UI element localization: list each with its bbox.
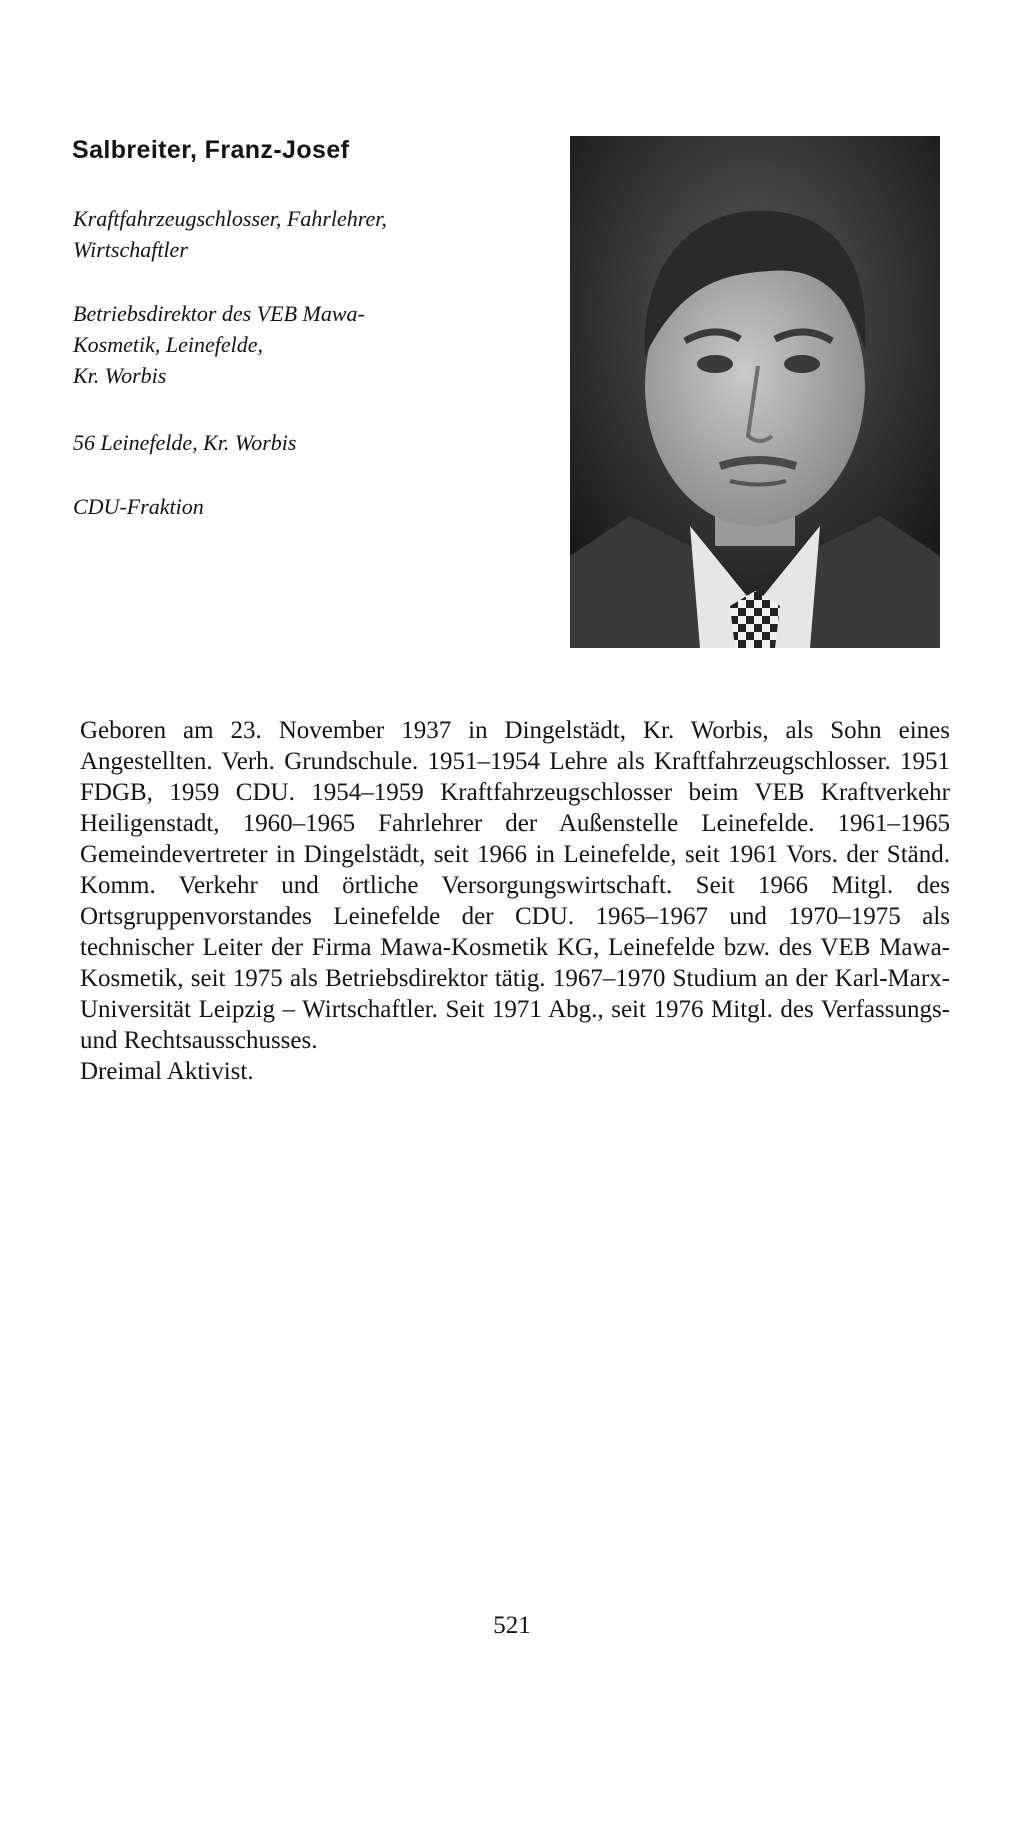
address: 56 Leinefelde, Kr. Worbis — [73, 430, 297, 455]
biography — [80, 715, 950, 1087]
portrait-photo — [570, 136, 940, 648]
page-number: 521 — [493, 1612, 531, 1639]
portrait-photo-icon — [570, 136, 940, 648]
occupation — [73, 203, 387, 265]
position — [73, 298, 365, 391]
occupation-line: Kraftfahrzeugschlosser, Fahrlehrer, — [73, 206, 387, 231]
position-line: Kosmetik, Leinefelde, — [73, 332, 264, 357]
faction: CDU-Fraktion — [73, 494, 204, 519]
occupation-line: Wirtschaftler — [73, 237, 188, 262]
biography-final: Dreimal Aktivist. — [80, 1058, 254, 1085]
biography-text: Geboren am 23. November 1937 in Dingelstädt, Kr. Worbis, als Sohn eines Angestellten. Verh. Grundschule. 1951–1954 Lehre als Kraftfahrzeugschlosser. 1951 FDGB, 1959 CDU. 1954–1959 Kraftfahrzeugschlosser beim VEB Kraftverkehr Heiligenstadt, 1960–1965 Fahrlehrer der Außenstelle Leinefelde. 1961–1965 Gemeindevertreter in Dingelstädt, seit 1966 in Leinefelde, seit 1961 Vors. der Ständ. Komm. Verkehr und örtliche Versorgungswirtschaft. Seit 1966 Mitgl. des Ortsgruppenvorstandes Leinefelde der CDU. 1965–1967 und 1970–1975 als technischer Leiter der Firma Mawa-Kosmetik KG, Leinefelde bzw. des VEB Mawa-Kosmetik, seit 1975 als Betriebsdirektor tätig. 1967–1970 Studium an der Karl-Marx-Universität Leipzig – Wirtschaftler. Seit 1971 Abg., seit 1976 Mitgl. des Verfassungs- und Rechtsausschusses. — [80, 717, 950, 1054]
position-line: Betriebsdirektor des VEB Mawa- — [73, 301, 365, 326]
entry-name: Salbreiter, Franz-Josef — [72, 136, 350, 164]
position-line: Kr. Worbis — [73, 363, 167, 388]
